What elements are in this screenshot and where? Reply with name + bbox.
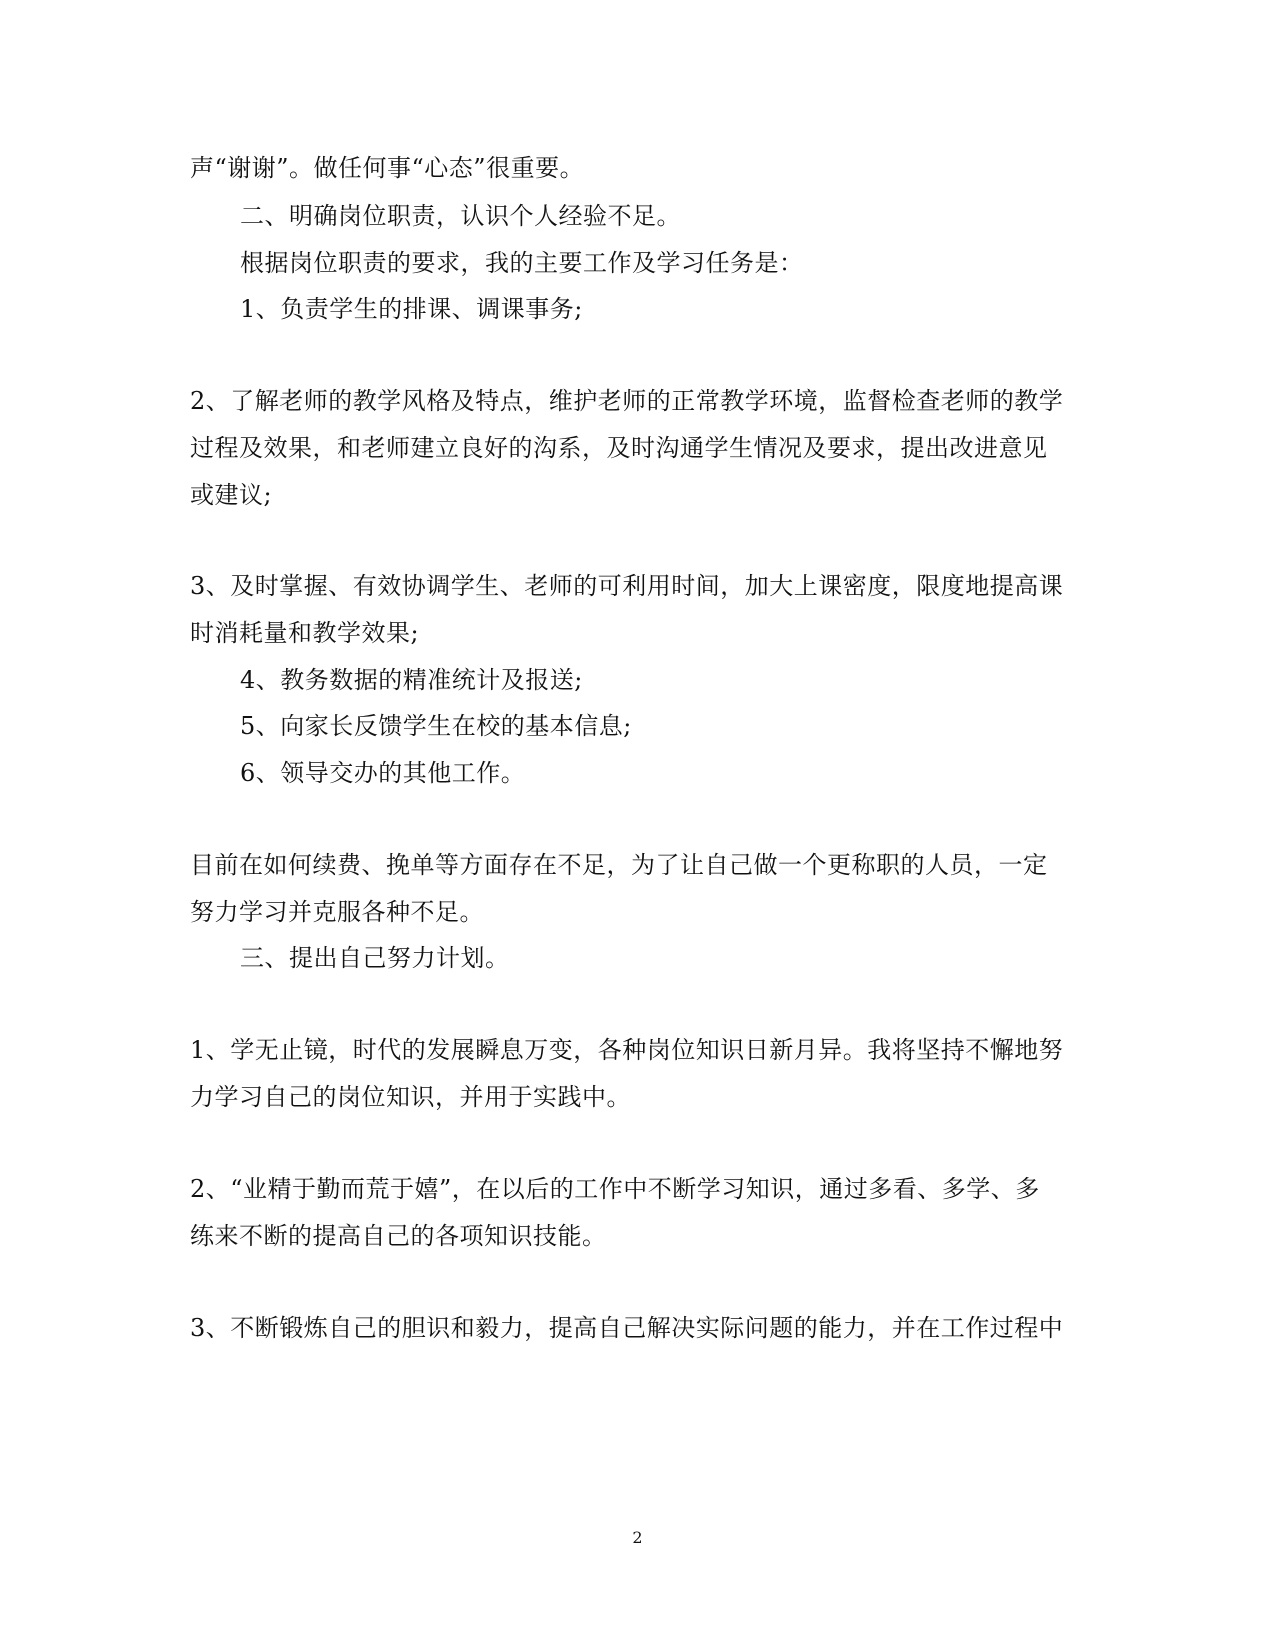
text-line: 声“谢谢”。做任何事“心态”很重要。 [190,154,585,182]
text-line: 1、学无止镜，时代的发展瞬息万变，各种岗位知识日新月异。我将坚持不懈地努 [190,1036,1064,1064]
text-line: 二、明确岗位职责，认识个人经验不足。 [240,202,681,230]
text-line: 时消耗量和教学效果; [190,619,420,647]
text-line: 2、“业精于勤而荒于嬉”，在以后的工作中不断学习知识，通过多看、多学、多 [190,1175,1040,1203]
text-line: 4、教务数据的精准统计及报送; [240,666,583,694]
text-line: 3、不断锻炼自己的胆识和毅力，提高自己解决实际问题的能力，并在工作过程中 [190,1314,1064,1342]
text-line: 或建议; [190,481,273,509]
text-line: 力学习自己的岗位知识，并用于实践中。 [190,1083,631,1111]
text-line: 过程及效果，和老师建立良好的沟系，及时沟通学生情况及要求，提出改进意见 [190,434,1048,462]
text-line: 努力学习并克服各种不足。 [190,898,484,926]
text-line: 练来不断的提高自己的各项知识技能。 [190,1222,607,1250]
text-line: 3、及时掌握、有效协调学生、老师的可利用时间，加大上课密度，限度地提高课 [190,572,1064,600]
text-line: 2、了解老师的教学风格及特点，维护老师的正常教学环境，监督检查老师的教学 [190,387,1064,415]
text-line: 6、领导交办的其他工作。 [240,759,526,787]
text-line: 5、向家长反馈学生在校的基本信息; [240,712,632,740]
page-number: 2 [632,1528,643,1547]
text-line: 1、负责学生的排课、调课事务; [240,295,583,323]
text-line: 根据岗位职责的要求，我的主要工作及学习任务是： [240,249,804,277]
text-line: 目前在如何续费、挽单等方面存在不足，为了让自己做一个更称职的人员，一定 [190,851,1048,879]
text-line: 三、提出自己努力计划。 [240,944,510,972]
